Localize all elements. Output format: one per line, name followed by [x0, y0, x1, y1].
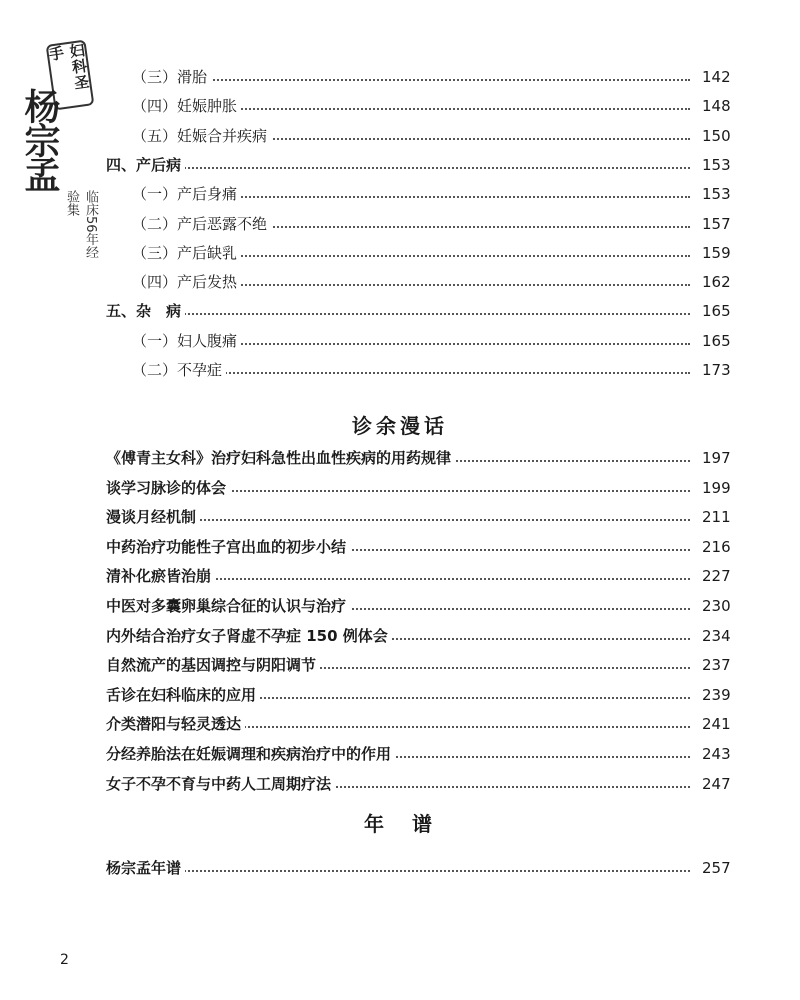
toc-entry-page: 197 — [702, 449, 731, 467]
toc-entry — [0, 181, 800, 207]
toc-entry-label: 自然流产的基因调控与阴阳调节 — [106, 652, 320, 678]
toc-entry — [0, 593, 800, 619]
toc-entry-label: （二）产后恶露不绝 — [132, 211, 271, 237]
toc-entry-page: 159 — [702, 243, 731, 262]
page-number: 2 — [60, 952, 69, 968]
toc-entry — [0, 328, 800, 354]
toc-entry — [0, 269, 800, 295]
toc-entry-page: 153 — [702, 185, 731, 204]
toc-entry — [0, 855, 800, 881]
toc-entry — [0, 445, 800, 471]
toc-leader-dots — [116, 313, 690, 315]
logo-badge: 妇科圣手 — [46, 40, 95, 111]
toc-entry-label: 中医对多囊卵巢综合征的认识与治疗 — [106, 593, 350, 619]
toc-entry-page: 247 — [702, 774, 731, 793]
toc-entry-page: 234 — [702, 626, 731, 645]
toc-entry-page: 227 — [702, 567, 731, 586]
toc-entry-label: 舌诊在妇科临床的应用 — [106, 682, 260, 708]
toc-entry — [0, 93, 800, 119]
toc-entry — [0, 240, 800, 266]
toc-entry-label: （三）滑胎 — [132, 64, 211, 90]
logo-subtitle: 临床56年经验集 — [64, 190, 98, 259]
toc-entry-page: 241 — [702, 715, 731, 734]
toc-entry — [0, 771, 800, 797]
toc-entry-page: 157 — [702, 214, 731, 233]
toc-entry — [0, 741, 800, 767]
toc-entry — [0, 534, 800, 560]
section-title-zhenyu: 诊余漫话 — [352, 414, 448, 438]
toc-entry-page: 165 — [702, 331, 731, 350]
toc-entry-page: 257 — [702, 859, 731, 877]
toc-entry-page: 165 — [702, 302, 731, 321]
toc-entry-label: 中药治疗功能性子宫出血的初步小结 — [106, 534, 350, 560]
toc-entry-label: 漫谈月经机制 — [106, 504, 200, 530]
toc-entry — [0, 64, 800, 90]
toc-entry — [0, 298, 800, 324]
toc-entry-page: 237 — [702, 656, 731, 675]
toc-entry-page: 211 — [702, 508, 731, 527]
toc-entry-page: 230 — [702, 597, 731, 615]
toc-entry-label: （一）产后身痛 — [132, 181, 241, 207]
toc-entry-page: 162 — [702, 273, 731, 292]
toc-entry — [0, 211, 800, 237]
toc-entry-label: 清补化瘀皆治崩 — [106, 563, 215, 589]
toc-entry-label: （三）产后缺乳 — [132, 240, 241, 266]
toc-entry-page: 199 — [702, 478, 731, 497]
toc-entry — [0, 711, 800, 737]
toc-entry — [0, 475, 800, 501]
toc-entry-label: 五、杂 病 — [106, 298, 185, 324]
toc-entry — [0, 623, 800, 649]
toc-entry-page: 173 — [702, 361, 731, 379]
toc-leader-dots — [116, 167, 690, 169]
toc-entry-page: 148 — [702, 97, 731, 116]
toc-entry-label: （二）不孕症 — [132, 357, 226, 383]
toc-entry — [0, 357, 800, 383]
section-title-nianpu: 年 谱 — [364, 812, 436, 836]
toc-entry-label: 内外结合治疗女子肾虚不孕症 150 例体会 — [106, 623, 392, 649]
toc-leader-dots — [116, 519, 690, 521]
toc-entry — [0, 563, 800, 589]
toc-entry-label: （四）产后发热 — [132, 269, 241, 295]
toc-entry-label: 杨宗孟年谱 — [106, 855, 185, 881]
logo-author-name: 杨宗孟 — [19, 88, 61, 190]
toc-entry — [0, 652, 800, 678]
toc-entry-page: 216 — [702, 537, 731, 556]
toc-leader-dots — [142, 79, 690, 81]
toc-entry-page: 239 — [702, 685, 731, 704]
toc-entry-page: 150 — [702, 126, 731, 145]
toc-entry-label: 谈学习脉诊的体会 — [106, 475, 230, 501]
toc-entry-label: 女子不孕不育与中药人工周期疗法 — [106, 771, 335, 797]
toc-entry-label: （一）妇人腹痛 — [132, 328, 241, 354]
toc-leader-dots — [116, 870, 690, 872]
toc-entry-label: 《傅青主女科》治疗妇科急性出血性疾病的用药规律 — [106, 445, 455, 471]
toc-entry-page: 153 — [702, 155, 731, 174]
toc-entry — [0, 682, 800, 708]
toc-entry — [0, 504, 800, 530]
toc-entry — [0, 123, 800, 149]
toc-entry — [0, 152, 800, 178]
toc-entry-label: 四、产后病 — [106, 152, 185, 178]
toc-entry-label: 分经养胎法在妊娠调理和疾病治疗中的作用 — [106, 741, 395, 767]
toc-entry-label: （四）妊娠肿胀 — [132, 93, 241, 119]
toc-entry-page: 142 — [702, 68, 731, 86]
toc-entry-label: （五）妊娠合并疾病 — [132, 123, 271, 149]
toc-entry-page: 243 — [702, 745, 731, 763]
toc-entry-label: 介类潜阳与轻灵透达 — [106, 711, 245, 737]
